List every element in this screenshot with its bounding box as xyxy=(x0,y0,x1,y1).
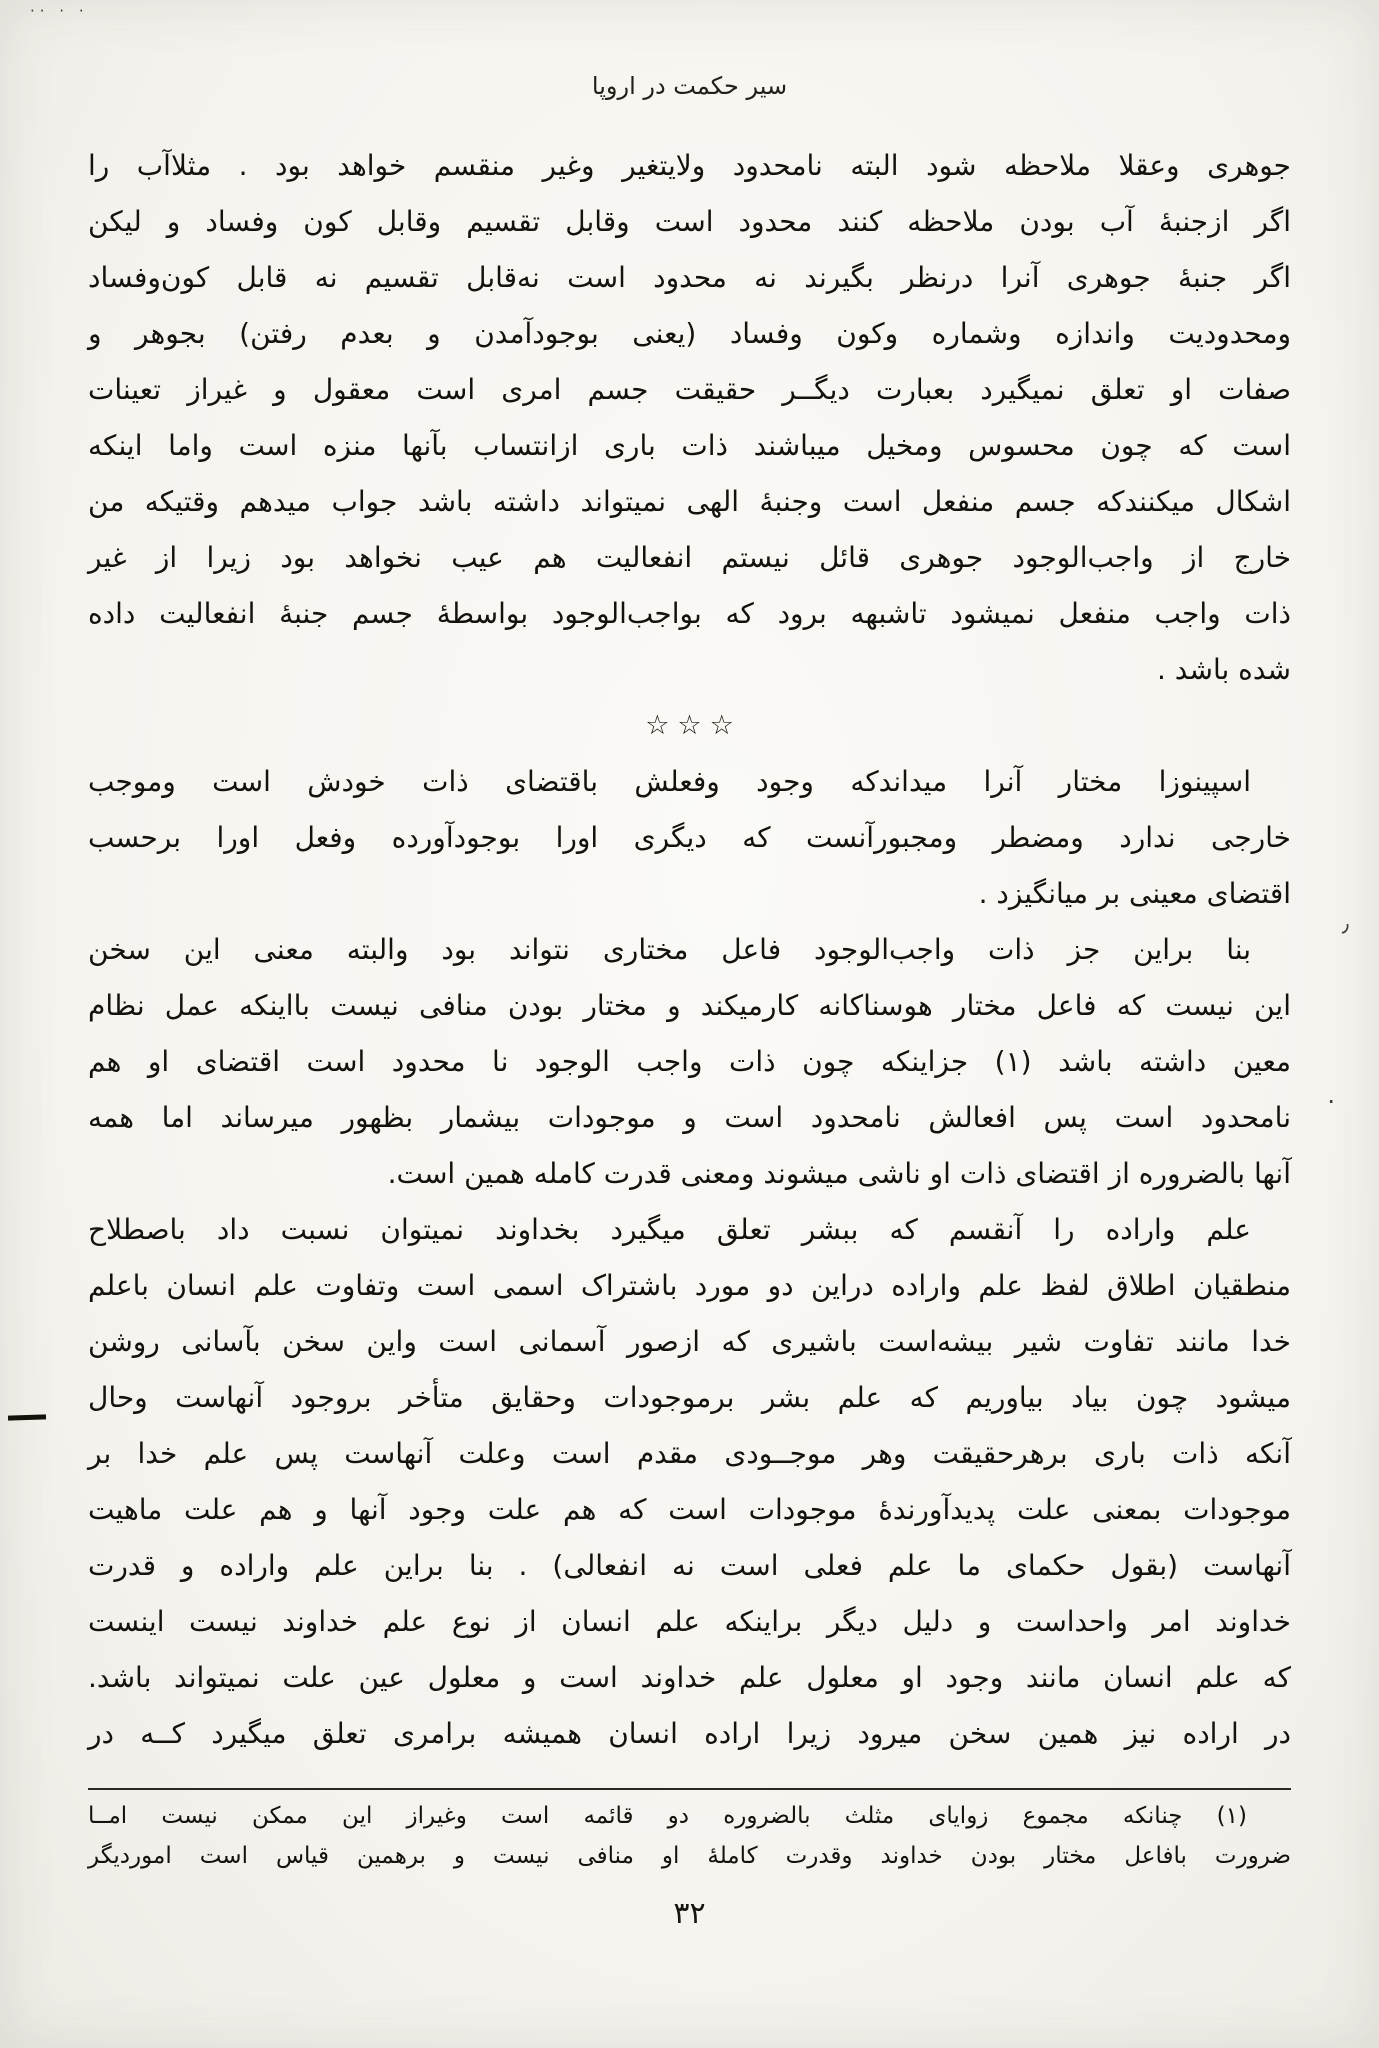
text-line: منطقیان اطلاق لفظ علم واراده دراین دو مورد باشتراک اسمی است وتفاوت علم انسان باعلم xyxy=(88,1269,1291,1302)
page-number: ۳۲ xyxy=(673,1896,706,1931)
text-line: اگر ازجنبهٔ آب بودن ملاحظه کنند محدود است وقابل تقسیم وقابل کون وفساد و لیکن xyxy=(88,205,1291,238)
text-line: علم واراده را آنقسم که ببشر تعلق میگیرد بخداوند نمیتوان نسبت داد باصطلاح xyxy=(88,1213,1251,1246)
paragraph xyxy=(88,138,1291,698)
text-line: آنکه ذات باری برهرحقیقت وهر موجــودی مقدم است وعلت آنهاست پس علم خدا بر xyxy=(88,1437,1291,1470)
paragraph xyxy=(88,1202,1291,1762)
text-line: ضرورت بافاعل مختار بودن خداوند وقدرت کاملهٔ او منافی نیست و برهمین قیاس است اموردیگر xyxy=(88,1843,1291,1869)
running-header-title: سیر حکمت در اروپا xyxy=(591,72,788,100)
section-separator-stars: ☆☆☆ xyxy=(645,710,742,741)
text-line: خارجی ندارد ومضطر ومجبورآنست که دیگری اورا بوجودآورده وفعل اورا برحسب xyxy=(88,821,1291,854)
scan-margin-comma: ٫ xyxy=(1341,912,1349,937)
text-line: خداوند امر واحداست و دلیل دیگر براینکه علم انسان از نوع علم خداوند نیست اینست xyxy=(88,1605,1291,1638)
text-line: موجودات بمعنی علت پدیدآورندهٔ موجودات است که هم علت وجود آنها و هم علت ماهیت xyxy=(88,1493,1291,1526)
text-line: ومحدودیت واندازه وشماره وکون وفساد (یعنی بوجودآمدن و بعدم رفتن) بجوهر و xyxy=(88,317,1291,350)
text-line: این نیست که فاعل مختار هوسناکانه کارمیکند و مختار بودن منافی نیست بااینکه عمل نظام xyxy=(88,989,1291,1022)
paragraph xyxy=(88,922,1291,1202)
text-line: صفات او تعلق نمیگیرد بعبارت دیگــر حقیقت جسم امری است معقول و غیراز تعینات xyxy=(88,373,1291,406)
text-line: است که چون محسوس ومخیل میباشند ذات باری ازانتساب بآنها منزه است واما اینکه xyxy=(88,429,1291,462)
text-line: اگر جنبهٔ جوهری آنرا درنظر بگیرند نه محدود است نه‌قابل تقسیم نه قابل کون‌وفساد xyxy=(88,261,1291,294)
scan-margin-dash xyxy=(8,1414,46,1420)
text-line: آنها بالضروره از اقتضای ذات او ناشی میشوند ومعنی قدرت کامله همین است. xyxy=(387,1157,1291,1190)
paragraph xyxy=(88,754,1291,922)
text-line: خارج از واجب‌الوجود جوهری قائل نیستم انفعالیت هم عیب نخواهد بود زیرا از غیر xyxy=(88,541,1291,574)
text-line: آنهاست (بقول حکمای ما علم فعلی است نه انفعالی) . بنا براین علم واراده و قدرت xyxy=(88,1549,1291,1582)
text-line: نامحدود است پس افعالش نامحدود است و موجودات بیشمار بظهور میرساند اما همه xyxy=(88,1101,1291,1134)
text-line: معین داشته باشد (۱) جزاینکه چون ذات واجب الوجود نا محدود است اقتضای او هم xyxy=(88,1045,1292,1078)
text-line: شده باشد . xyxy=(1156,653,1291,686)
footnote-divider xyxy=(88,1788,1291,1790)
page-body xyxy=(88,138,1291,1762)
footnote xyxy=(88,1796,1291,1876)
text-line: در اراده نیز همین سخن میرود زیرا اراده انسان همیشه برامری تعلق میگیرد کــه در xyxy=(88,1717,1291,1750)
text-line: بنا براین جز ذات واجب‌الوجود فاعل مختاری نتواند بود والبته معنی این سخن xyxy=(88,933,1251,966)
text-line: (۱) چنانکه مجموع زوایای مثلث بالضروره دو قائمه است وغیراز این ممکن نیست امــا xyxy=(88,1803,1247,1829)
text-line: ذات واجب منفعل نمیشود تاشبهه برود که بواجب‌الوجود بواسطهٔ جسم جنبهٔ انفعالیت داده xyxy=(88,597,1291,630)
text-line: میشود چون بیاد بیاوریم که علم بشر برموجودات وحقایق متأخر بروجود آنهاست وحال xyxy=(88,1381,1291,1414)
scan-margin-dot: · xyxy=(1327,1088,1335,1116)
text-line: خدا مانند تفاوت شیر بیشه‌است باشیری که ازصور آسمانی است واین سخن بآسانی روشن xyxy=(88,1325,1291,1358)
text-line: اقتضای معینی بر میانگیزد . xyxy=(978,877,1291,910)
scan-corner-marks: ·· · · xyxy=(30,2,89,20)
text-line: اشکال میکنندکه جسم منفعل است وجنبهٔ الهی نمیتواند داشته باشد جواب میدهم وقتیکه من xyxy=(88,485,1291,518)
text-line: جوهری وعقلا ملاحظه شود البته نامحدود ولایتغیر وغیر منقسم خواهد بود . مثلاآب را xyxy=(88,149,1291,182)
text-line: اسپینوزا مختار آنرا میداندکه وجود وفعلش باقتضای ذات خودش است وموجب xyxy=(88,765,1251,798)
text-line: که علم انسان مانند وجود او معلول علم خداوند است و معلول عین علت نمیتواند باشد. xyxy=(88,1661,1291,1694)
